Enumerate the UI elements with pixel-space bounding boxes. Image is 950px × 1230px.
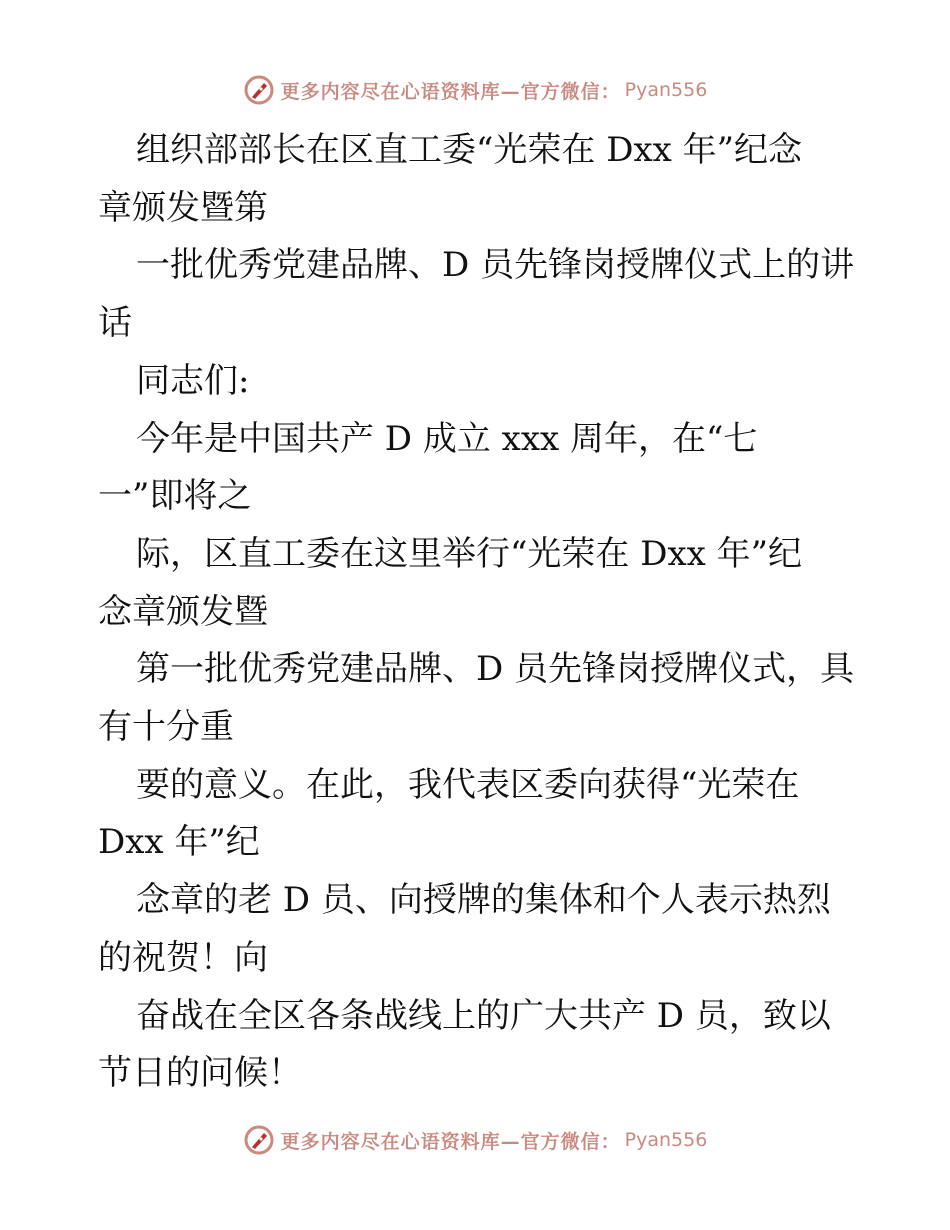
paragraph-line: 要的意义。在此，我代表区委向获得“光荣在 — [136, 764, 800, 805]
paragraph-line: 今年是中国共产 D 成立 xxx 周年，在“七 — [136, 418, 758, 459]
pen-nib-circle-icon — [243, 74, 275, 106]
paragraph-line: 一”即将之 — [98, 476, 252, 517]
paragraph-line: 有十分重 — [98, 707, 234, 748]
header-watermark — [0, 72, 950, 108]
paragraph-line: 第一批优秀党建品牌、D 员先锋岗授牌仪式，具 — [136, 649, 855, 690]
watermark-id: Pyan556 — [624, 1129, 708, 1151]
pen-nib-circle-icon — [243, 1124, 275, 1156]
watermark-id: Pyan556 — [624, 79, 708, 101]
paragraph-line: 念章的老 D 员、向授牌的集体和个人表示热烈 — [136, 880, 831, 921]
document-body — [98, 122, 858, 1103]
salutation: 同志们: — [136, 360, 250, 401]
paragraph-line: 际，区直工委在这里举行“光荣在 Dxx 年”纪 — [136, 533, 802, 574]
title-line-4: 话 — [98, 303, 132, 344]
watermark-text: 更多内容尽在心语资料库—官方微信： — [280, 80, 621, 103]
footer-watermark — [0, 1122, 950, 1158]
title-line-3: 一批优秀党建品牌、D 员先锋岗授牌仪式上的讲 — [136, 245, 855, 286]
paragraph-line: 奋战在全区各条战线上的广大共产 D 员，致以 — [136, 995, 831, 1036]
title-line-2: 章颁发暨第 — [98, 187, 268, 228]
paragraph-line: 节日的问候！ — [98, 1053, 302, 1094]
paragraph-line: 的祝贺！向 — [98, 937, 268, 978]
paragraph-line: 念章颁发暨 — [98, 591, 268, 632]
paragraph-line: Dxx 年”纪 — [98, 822, 260, 863]
watermark-text: 更多内容尽在心语资料库—官方微信： — [280, 1130, 621, 1153]
title-line-1: 组织部部长在区直工委“光荣在 Dxx 年”纪念 — [136, 130, 802, 170]
